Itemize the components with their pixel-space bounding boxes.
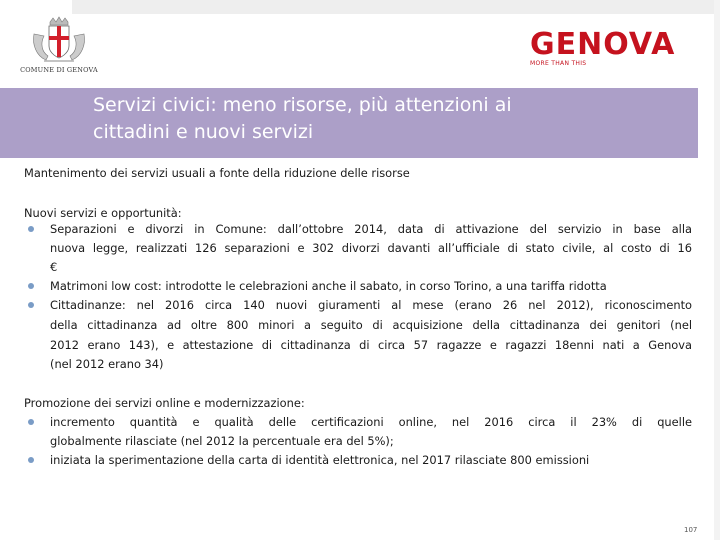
coat-of-arms-icon xyxy=(14,16,104,66)
section-2-bullet-1-line-1: incremento quantità e qualità delle certificazioni online, nel 2016 circa il 23% di quelle xyxy=(50,415,692,429)
section-1-bullet-3-line-4: (nel 2012 erano 34) xyxy=(50,357,164,371)
comune-logo-text: COMUNE DI GENOVA xyxy=(20,66,98,74)
genova-logo-word: GENOVA xyxy=(530,27,676,62)
section-2-bullet-2-line-1: iniziata la sperimentazione della carta di identità elettronica, nel 2017 rilasciate 800 emissioni xyxy=(50,453,590,467)
bullet-icon xyxy=(28,419,36,427)
right-edge-bar xyxy=(714,0,720,540)
bullet-icon xyxy=(28,283,36,291)
section-1-bullet-2-line-1: Matrimoni low cost: introdotte le celebrazioni anche il sabato, in corso Torino, a una tariffa ridotta xyxy=(50,279,607,293)
section-1-bullet-1-line-1: Separazioni e divorzi in Comune: dall’ottobre 2014, data di attivazione del servizio in base alla xyxy=(50,222,692,236)
bullet-icon xyxy=(28,302,36,310)
genova-brand-logo xyxy=(530,27,705,70)
section-2-bullet-1-line-2: globalmente rilasciate (nel 2012 la percentuale era del 5%); xyxy=(50,434,394,448)
slide-title-line-1: Servizi civici: meno risorse, più attenzioni ai xyxy=(93,94,512,116)
section-1-bullet-3-line-3: 2012 erano 143), e attestazione di cittadinanza di circa 57 ragazze e ragazzi 18enni nati a Genova xyxy=(50,338,692,352)
section-1-heading: Nuovi servizi e opportunità: xyxy=(24,206,182,220)
top-bar xyxy=(72,0,720,14)
section-1-bullet-1-line-2: nuova legge, realizzati 126 separazioni e 302 divorzi davanti all’ufficiale di stato civile, al costo di 16 xyxy=(50,241,692,255)
section-1-bullet-3-line-2: della cittadinanza ad oltre 800 minori a seguito di acquisizione della cittadinanza dei genitori (nel xyxy=(50,318,692,332)
genova-logo-tagline: MORE THAN THIS xyxy=(530,60,587,67)
section-2-heading: Promozione dei servizi online e modernizzazione: xyxy=(24,396,305,410)
section-1-bullet-3-line-1: Cittadinanze: nel 2016 circa 140 nuovi giuramenti al mese (erano 26 nel 2012), riconoscimento xyxy=(50,298,692,312)
comune-di-genova-logo xyxy=(14,16,104,80)
bullet-icon xyxy=(28,457,36,465)
intro-text: Mantenimento dei servizi usuali a fonte della riduzione delle risorse xyxy=(24,166,410,180)
section-1-bullet-1-line-3: € xyxy=(50,260,58,274)
slide-title-line-2: cittadini e nuovi servizi xyxy=(93,121,314,143)
bullet-icon xyxy=(28,226,36,234)
page-number: 107 xyxy=(684,526,698,534)
slide-title xyxy=(93,92,653,146)
